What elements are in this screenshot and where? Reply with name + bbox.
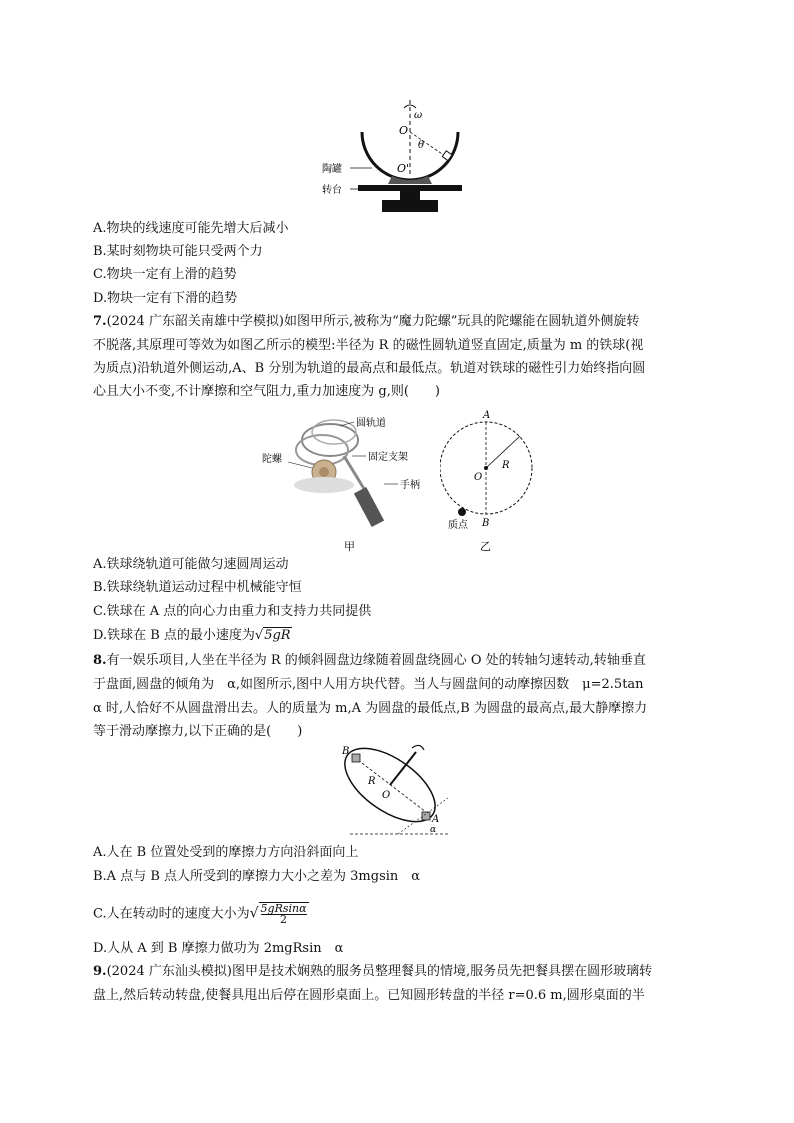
point-B-label: B: [482, 518, 490, 529]
q9-stem-line-1: 9.(2024 广东汕头模拟)图甲是技术娴熟的服务员整理餐具的情境,服务员先把餐具摆在圆形玻璃转: [93, 964, 653, 979]
center-O-label: O: [474, 472, 483, 483]
point-A-label: A: [483, 410, 491, 421]
point-A-label: A: [432, 814, 440, 825]
q6-option-c: C.物块一定有上滑的趋势: [93, 267, 237, 282]
q8-option-c-denominator: 2: [280, 913, 288, 926]
q8-option-c: C.人在转动时的速度大小为√ $\frac{5gRsin\alpha}{2}$: [93, 902, 307, 926]
omega-label: ω: [414, 110, 423, 121]
handle: [354, 487, 384, 527]
q7-option-a: A.铁球绕轨道可能做匀速圆周运动: [93, 557, 289, 572]
q6-option-a: A.物块的线速度可能先增大后减小: [93, 221, 289, 236]
table-label: 转台: [322, 185, 342, 196]
q8-figure: [330, 740, 460, 840]
q8-option-a: A.人在 B 位置处受到的摩擦力方向沿斜面向上: [93, 845, 359, 860]
gyro-label: 陀螺: [262, 454, 282, 465]
radius-line: [410, 132, 448, 158]
jar-base: [388, 176, 432, 184]
caption-jia: 甲: [344, 540, 355, 552]
q7-stem-line-4: 心且大小不变,不计摩擦和空气阻力,重力加速度为 g,则( ): [93, 384, 440, 399]
q7-figure-a: [262, 410, 432, 552]
person-block-B: [352, 754, 360, 762]
q7-stem-line-3: 为质点)沿轨道外侧运动,A、B 分别为轨道的最高点和最低点。轨道对铁球的磁性引力始终指向圆: [93, 361, 646, 376]
mass-point: [458, 508, 466, 516]
caption-yi: 乙: [480, 540, 491, 553]
center-O-label: O: [382, 790, 391, 801]
q9-stem-line-2: 盘上,然后转动转盘,使餐具甩出后停在圆形桌面上。已知圆形转盘的半径 r=0.6 m,圆形桌面的半: [93, 988, 645, 1003]
q6-option-d: D.物块一定有下滑的趋势: [93, 291, 238, 306]
q7-option-d-formula: 5gR: [264, 628, 291, 643]
q7-number: 7.: [93, 314, 107, 329]
q7-stem-line-2: 不脱落,其原理可等效为如图乙所示的模型:半径为 R 的磁性圆轨道竖直固定,质量为 m 的铁球(视: [93, 338, 644, 353]
rotation-arrow-icon: [412, 745, 424, 750]
person-block-A: [422, 812, 430, 820]
jar-label: 陶罐: [322, 164, 342, 175]
turntable: [358, 185, 462, 191]
q8-stem-line-3: α 时,人恰好不从圆盘滑出去。人的质量为 m,A 为圆盘的最低点,B 为圆盘的最高点,最大静摩擦力: [93, 701, 648, 716]
q7-option-c: C.铁球在 A 点的向心力由重力和支持力共同提供: [93, 604, 372, 619]
support-label: 固定支架: [368, 452, 408, 463]
q7-stem-line-1: 7.(2024 广东韶关南雄中学模拟)如图甲所示,被称为“魔力陀螺”玩具的陀螺能在圆轨道外侧旋转: [93, 314, 640, 329]
q9-number: 9.: [93, 964, 107, 979]
radius-R-label: R: [502, 460, 510, 471]
q6-option-b: B.某时刻物块可能只受两个力: [93, 244, 263, 259]
radius-R-label: R: [368, 776, 376, 787]
q8-number: 8.: [93, 653, 107, 668]
theta-label: θ: [418, 140, 425, 151]
q8-option-d: D.人从 A 到 B 摩擦力做功为 2mgRsin α: [93, 941, 344, 956]
point-B-label: B: [342, 746, 350, 757]
O-label: O: [399, 124, 409, 137]
q6-figure: [320, 98, 480, 216]
q8-stem-line-4: 等于滑动摩擦力,以下正确的是( ): [93, 724, 303, 739]
track-label: 圆轨道: [356, 418, 386, 429]
alpha-label: α: [430, 825, 437, 835]
q8-stem-line-1: 8.有一娱乐项目,人坐在半径为 R 的倾斜圆盘边缘随着圆盘绕圆心 O 处的转轴匀速转动,转轴垂直: [93, 653, 646, 668]
q7-figure-b: [440, 408, 550, 554]
handle-label: 手柄: [400, 480, 420, 491]
q7-option-b: B.铁球绕轨道运动过程中机械能守恒: [93, 580, 302, 595]
tilted-disc: [332, 740, 447, 836]
q8-option-c-numerator: 5gRsinα: [260, 902, 307, 915]
O-prime-label: O': [397, 162, 410, 175]
mass-point-label: 质点: [448, 520, 468, 531]
q7-option-d: D.铁球在 B 点的最小速度为√5gR: [93, 628, 291, 643]
q8-stem-line-2: 于盘面,圆盘的倾角为 α,如图所示,图中人用方块代替。当人与圆盘间的动摩擦因数 μ=2.5tan: [93, 677, 644, 692]
q8-option-b: B.A 点与 B 点人所受到的摩擦力大小之差为 3mgsin α: [93, 869, 421, 884]
